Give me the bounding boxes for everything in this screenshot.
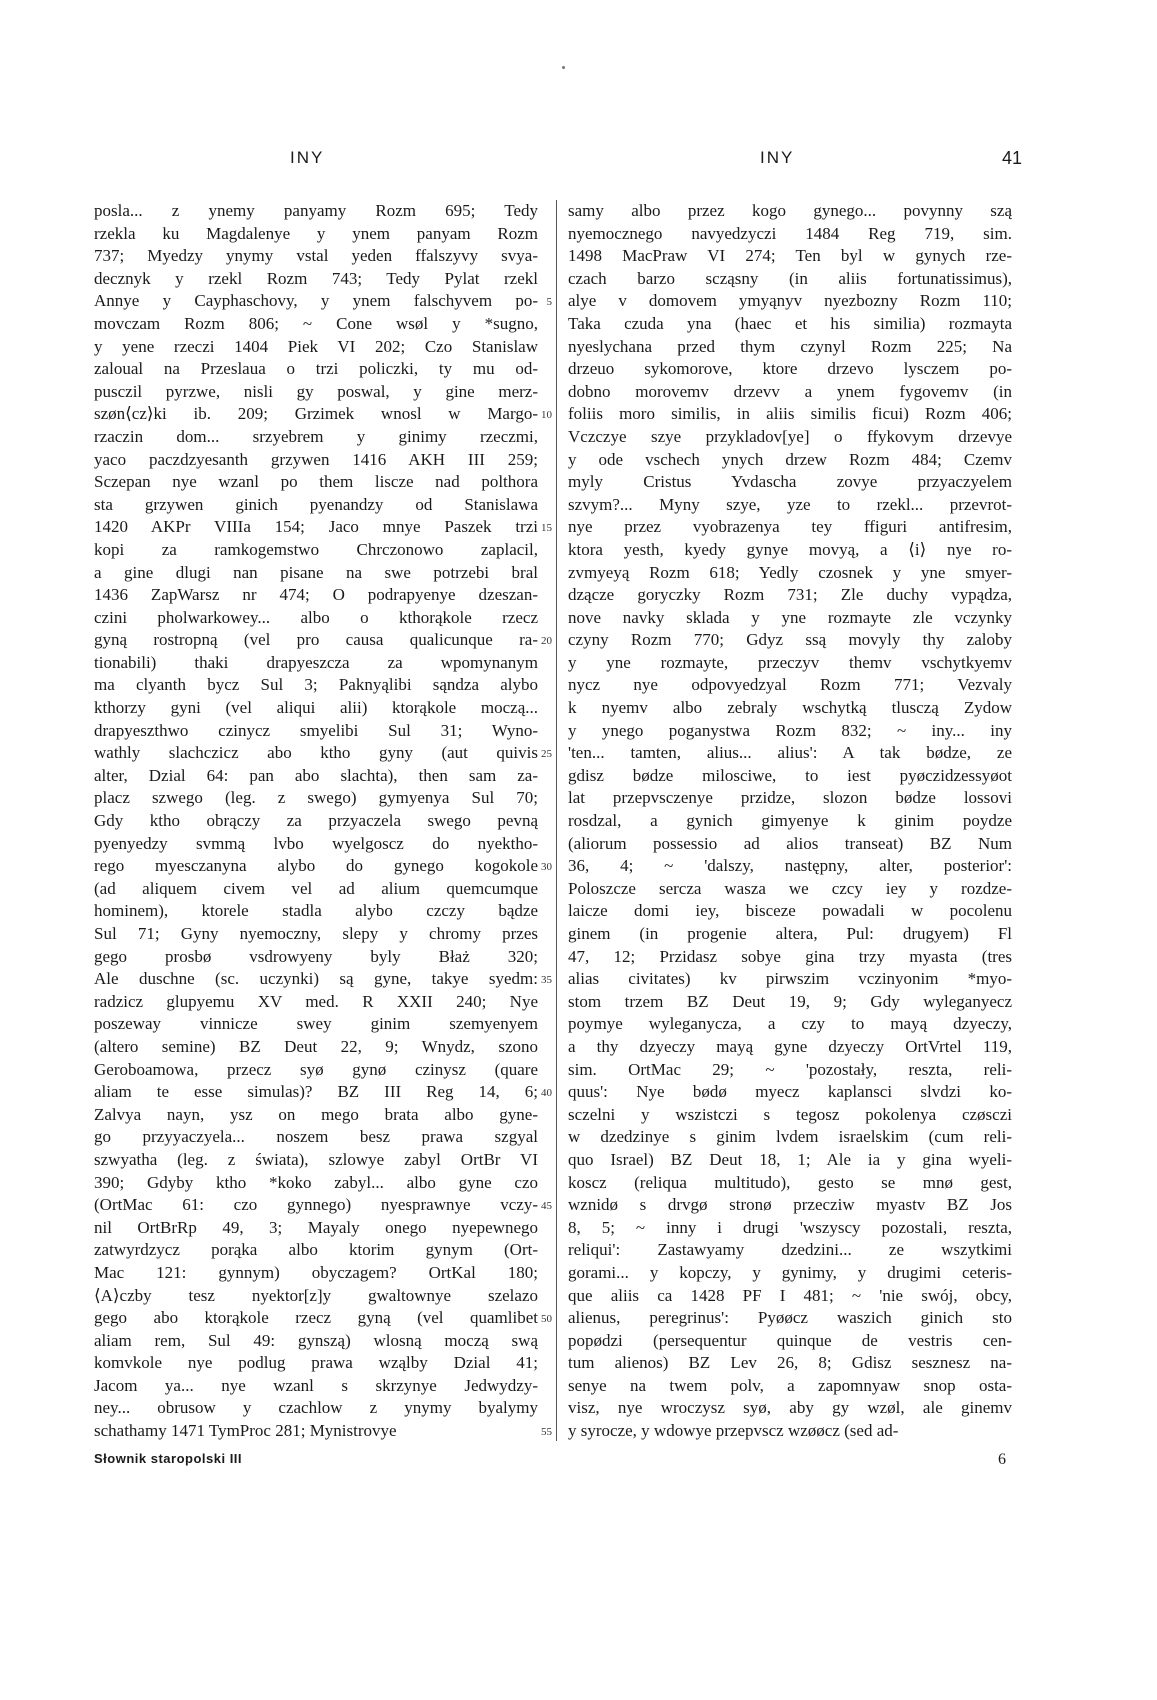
text-line: posla... z ynemy panyamy Rozm 695; Tedy bbox=[94, 201, 538, 220]
text-line: pyenyedzy svmmą lvbo wyelgoscz do nyektho- bbox=[94, 833, 538, 853]
text-line: aliam te esse simulas)? BZ III Reg 14, 6; bbox=[94, 1082, 538, 1102]
text-line: wathly slachczicz abo ktho gyny (aut quivis bbox=[94, 743, 538, 763]
page-number: 41 bbox=[1002, 148, 1023, 168]
text-line: schathamy 1471 TymProc 281; Mynistrovye bbox=[94, 1421, 397, 1441]
text-line: w dzedzinye s ginim lvdem israelskim (cum reli- bbox=[568, 1127, 1012, 1147]
text-line: zvmyeyą Rozm 618; Yedly czosnek y yne smyer- bbox=[568, 562, 1012, 582]
line-number: 55 bbox=[541, 1426, 552, 1439]
text-line: gego abo ktorąkole rzecz gyną (vel quamlibet bbox=[94, 1308, 538, 1328]
text-line: Poloszcze sercza wasza we czcy iey y rozdze- bbox=[568, 878, 1012, 898]
line-number: 5 bbox=[546, 296, 552, 309]
text-line: szwyatha (leg. z świata), szlowye zabyl OrtBr VI bbox=[94, 1149, 538, 1169]
text-line: Sczepan nye wzanl po them liscze nad polthora bbox=[94, 472, 538, 492]
text-line: dobno morovemv drzevv a ynem fygovemv (in bbox=[568, 381, 1012, 401]
text-line: sczelni y wszistczi s tegosz pokolenya czøsczi bbox=[568, 1104, 1012, 1124]
line-number: 10 bbox=[541, 409, 552, 422]
text-line: popødzi (persequentur quinque de vestris cen- bbox=[568, 1330, 1012, 1350]
text-line: nye przez vyobrazenya tey ffiguri antifresim, bbox=[568, 517, 1012, 537]
text-line: decznyk y rzekl Rozm 743; Tedy Pylat rzekl bbox=[94, 268, 538, 288]
text-line: myly Cristus Yvdascha zovye przyaczyelem bbox=[568, 472, 1012, 492]
text-line: radzicz glupyemu XV med. R XXII 240; Nye bbox=[94, 991, 538, 1011]
line-number: 40 bbox=[541, 1087, 552, 1100]
text-line: quo Israel) BZ Deut 18, 1; Ale ia y gina wyeli- bbox=[568, 1149, 1012, 1169]
text-line: senye na twem polv, a zapomnyaw snop osta- bbox=[568, 1375, 1012, 1395]
text-line: 1498 MacPraw VI 274; Ten byl w gynych rze- bbox=[568, 246, 1012, 266]
line-number: 50 bbox=[541, 1313, 552, 1326]
text-line: quus': Nye bødø myecz kaplansci slvdzi ko- bbox=[568, 1082, 1012, 1102]
text-line: alias civitates) kv pirwszim vczinyonim *myo- bbox=[568, 969, 1012, 989]
text-line: ⟨A⟩czby tesz nyektor[z]y gwaltownye szelazo bbox=[94, 1285, 538, 1305]
text-line: Geroboamowa, przecz syø gynø czinysz (quare bbox=[94, 1059, 538, 1079]
text-line: zatwyrdzycz porąka albo ktorim gynym (Ort- bbox=[94, 1240, 538, 1260]
text-line: 8, 5; ~ inny i drugi 'wszyscy pozostali, reszta, bbox=[568, 1217, 1012, 1237]
text-line: ktora yesth, kyedy gynye movyą, a ⟨i⟩ nye ro- bbox=[568, 539, 1012, 559]
text-line: (ad aliquem civem vel ad alium quemcumque bbox=[94, 878, 538, 898]
text-line: Zalvya nayn, ysz on mego brata albo gyne- bbox=[94, 1104, 538, 1124]
text-line: nyeslychana przed thym czynyl Rozm 225; Na bbox=[568, 336, 1012, 356]
text-line: 47, 12; Przidasz sobye gina trzy myasta (tres bbox=[568, 946, 1012, 966]
text-line: samy albo przez kogo gynego... povynny szą bbox=[568, 201, 1012, 220]
text-line: rzekla ku Magdalenye y ynem panyam Rozm bbox=[94, 223, 538, 243]
text-line: 36, 4; ~ 'dalszy, następny, alter, posterior': bbox=[568, 856, 1012, 876]
text-line: Jacom ya... nye wzanl s skrzynye Jedwydzy- bbox=[94, 1375, 538, 1395]
text-line: rosdzal, a gynich gimyenye k ginim poydze bbox=[568, 811, 1012, 831]
text-line: y ode vschech ynych drzew Rozm 484; Czemv bbox=[568, 449, 1012, 469]
text-line: drapyeszthwo czinycz smyelibi Sul 31; Wyno- bbox=[94, 720, 538, 740]
text-line: sta grzywen ginich pyenandzy od Stanislawa bbox=[94, 494, 538, 514]
text-line: aliam rem, Sul 49: gynszą) wlosną moczą swą bbox=[94, 1330, 538, 1350]
text-line: gego prosbø vsdrowyeny byly Błaż 320; bbox=[94, 946, 538, 966]
text-line: Mac 121: gynnym) obyczagem? OrtKal 180; bbox=[94, 1262, 538, 1282]
text-line: movczam Rozm 806; ~ Cone wsøl y *sugno, bbox=[94, 313, 538, 333]
text-line: czyny Rozm 770; Gdyz ssą movyly thy zaloby bbox=[568, 630, 1012, 650]
ink-speck bbox=[562, 66, 565, 69]
text-line: nycz nye odpovyedzyal Rozm 771; Vezvaly bbox=[568, 675, 1012, 695]
text-line: szvym?... Myny szye, yze to rzekl... przevrot- bbox=[568, 494, 1012, 514]
text-line: tum alienos) BZ Lev 26, 8; Gdisz sesznesz na- bbox=[568, 1353, 1012, 1373]
text-line: visz, nye wroczysz syø, aby gy wzøl, ale ginemv bbox=[568, 1398, 1012, 1418]
text-line: ney... obrusow y czachlow z ynymy byalymy bbox=[94, 1398, 538, 1418]
text-line: a thy dzyeczy mayą gyne dzyeczy OrtVrtel 119, bbox=[568, 1036, 1012, 1056]
text-line: go przyyaczyela... noszem besz prawa szgyal bbox=[94, 1127, 538, 1147]
line-number: 20 bbox=[541, 635, 552, 648]
text-line: rzaczin dom... srzyebrem y ginimy rzeczmi, bbox=[94, 426, 538, 446]
running-head-right: INY bbox=[760, 148, 795, 167]
text-line: pusczil pyrzwe, nisli gy poswal, y gine merz- bbox=[94, 381, 538, 401]
line-number: 25 bbox=[541, 748, 552, 761]
text-line: zaloual na Przeslaua o trzi policzki, ty mu od- bbox=[94, 359, 538, 379]
text-line: stom trzem BZ Deut 19, 9; Gdy wyleganyecz bbox=[568, 991, 1012, 1011]
column-divider bbox=[556, 200, 557, 1441]
text-line: ma clyanth bycz Sul 3; Paknyąlibi sąndza alybo bbox=[94, 675, 538, 695]
text-line: hominem), ktorele stadla alybo czczy bądze bbox=[94, 901, 538, 921]
text-line: lat przepvsczenye przidze, slozon bødze lossovi bbox=[568, 788, 1012, 808]
text-line: 'ten... tamten, alius... alius': A tak bødze, ze bbox=[568, 743, 1012, 763]
text-line: (aliorum possessio ad alios transeat) BZ Num bbox=[568, 833, 1012, 853]
text-line: koscz (reliqua multitudo), gesto se mnø gest, bbox=[568, 1172, 1012, 1192]
text-line: wznidø s drvgø stronø przeczіw myastv BZ Jos bbox=[568, 1195, 1012, 1215]
text-line: alter, Dzial 64: pan abo slachta), then sam za- bbox=[94, 765, 538, 785]
text-line: kopi za ramkogemstwo Chrczonowo zaplacil, bbox=[94, 539, 538, 559]
text-line: a gine dlugi nan pisane na swe potrzebi bral bbox=[94, 562, 538, 582]
text-line: czach barzo scząsny (in aliis fortunatissimus), bbox=[568, 268, 1012, 288]
text-line: poymye wyleganycza, a czy to mayą dzyeczy, bbox=[568, 1014, 1012, 1034]
footer-signature: Słownik staropolski III bbox=[94, 1451, 243, 1466]
text-line: 737; Myedzy ynymy vstal yeden ffalszyvy svya- bbox=[94, 246, 538, 266]
text-line: Annye y Cayphaschovy, y ynem falschyvem po- bbox=[94, 291, 538, 311]
line-number: 35 bbox=[541, 974, 552, 987]
line-number: 15 bbox=[541, 522, 552, 535]
text-line: sim. OrtMac 29; ~ 'pozostały, reszta, reli- bbox=[568, 1059, 1012, 1079]
text-line: gdisz bødze milosciwe, to iest pyøczidzessyøot bbox=[568, 765, 1012, 785]
text-line: poszeway vinnicze swey ginim szemyenyem bbox=[94, 1014, 538, 1034]
text-line: y ynego poganystwa Rozm 832; ~ iny... iny bbox=[568, 720, 1012, 740]
text-line: (OrtMac 61: czo gynnego) nyesprawnye vczy- bbox=[94, 1195, 538, 1215]
text-line: gorami... y kopczy, y gynimy, y drugimi ceteris- bbox=[568, 1262, 1012, 1282]
text-line: y yne rozmayte, przeczyv themv vschytkyemv bbox=[568, 652, 1012, 672]
text-line: alienus, peregrinus': Pyøøcz waszich ginich sto bbox=[568, 1308, 1012, 1328]
text-line: y yene rzeczi 1404 Piek VI 202; Czo Stanislaw bbox=[94, 336, 538, 356]
text-line: y syrocze, y wdowye przepvscz wzøøcz (sed ad- bbox=[568, 1421, 899, 1441]
text-line: nil OrtBrRp 49, 3; Mayaly onego nyepewnego bbox=[94, 1217, 538, 1237]
text-line: 1420 AKPr VIIIa 154; Jaco mnye Paszek trzi bbox=[94, 517, 538, 537]
text-line: foliis moro similis, in aliis similis ficui) Rozm 406; bbox=[568, 404, 1012, 424]
text-line: rego myesczanyna alybo do gynego kogokole bbox=[94, 856, 538, 876]
text-line: Vczczye szye przykladov[ye] o ffykovym drzevye bbox=[568, 426, 1012, 446]
text-line: placz szwego (leg. z swego) gymyenya Sul 70; bbox=[94, 788, 538, 808]
text-line: Sul 71; Gyny nyemoczny, slepy y chromy przes bbox=[94, 924, 538, 943]
text-line: alye v domovem ymyąnyv nyezbozny Rozm 110; bbox=[568, 291, 1012, 311]
text-line: laicze domi iey, bisceze powadali w pocolenu bbox=[568, 901, 1012, 921]
text-line: reliqui': Zastawyamy dzedzini... ze wszytkimi bbox=[568, 1240, 1012, 1260]
text-line: 1436 ZapWarsz nr 474; O podrapyenye dzeszan- bbox=[94, 585, 538, 605]
text-line: czini pholwarkowey... albo o kthorąkole rzecz bbox=[94, 607, 538, 627]
line-number: 30 bbox=[541, 861, 552, 874]
text-line: komvkole nye podlug prawa wząlby Dzial 41; bbox=[94, 1353, 538, 1373]
text-line: (altero semine) BZ Deut 22, 9; Wnydz, szono bbox=[94, 1036, 538, 1056]
text-line: yaco paczdzyesanth grzywen 1416 AKH III 259; bbox=[94, 449, 538, 469]
text-line: kthorzy gyni (vel aliqui alii) ktorąkole moczą... bbox=[94, 698, 538, 718]
text-line: dzącze goryczky Rozm 731; Zle duchy vypądza, bbox=[568, 585, 1012, 605]
text-line: szøn⟨cz⟩ki ib. 209; Grzimek wnosl w Margo- bbox=[94, 404, 538, 424]
text-line: gyną rostropną (vel pro causa qualicunque ra- bbox=[94, 630, 538, 650]
text-line: Ale duschne (sc. uczynki) są gyne, takye syedm: bbox=[94, 969, 538, 989]
footer-sheet-number: 6 bbox=[998, 1451, 1006, 1468]
right-column-text bbox=[568, 200, 1012, 1443]
line-number: 45 bbox=[541, 1200, 552, 1213]
text-line: Taka czuda yna (haec et his similia) rozmayta bbox=[568, 313, 1012, 333]
running-head-left: INY bbox=[290, 148, 325, 167]
text-line: Gdy ktho obrączy za przyaczela swego pevną bbox=[94, 811, 538, 831]
left-column-text bbox=[94, 200, 538, 1443]
text-line: k nyemv albo zebraly wschytką tlusczą Zydow bbox=[568, 698, 1012, 718]
text-line: nyemocznego navyedzyczi 1484 Reg 719, sim. bbox=[568, 223, 1012, 243]
text-line: drzeuo sykomorove, ktore drzevo lysczem po- bbox=[568, 359, 1012, 379]
text-line: tionabili) thaki drapyeszcza za wpomynanym bbox=[94, 652, 538, 672]
text-line: 390; Gdyby ktho *koko zabyl... albo gyne czo bbox=[94, 1172, 538, 1192]
text-line: que aliis ca 1428 PF I 481; ~ 'nie swój, obcy, bbox=[568, 1285, 1012, 1305]
text-line: nove navky sklada y yne rozmayte zle vczynky bbox=[568, 607, 1012, 627]
text-line: ginem (in progenie altera, Pul: drugyem) Fl bbox=[568, 924, 1012, 943]
